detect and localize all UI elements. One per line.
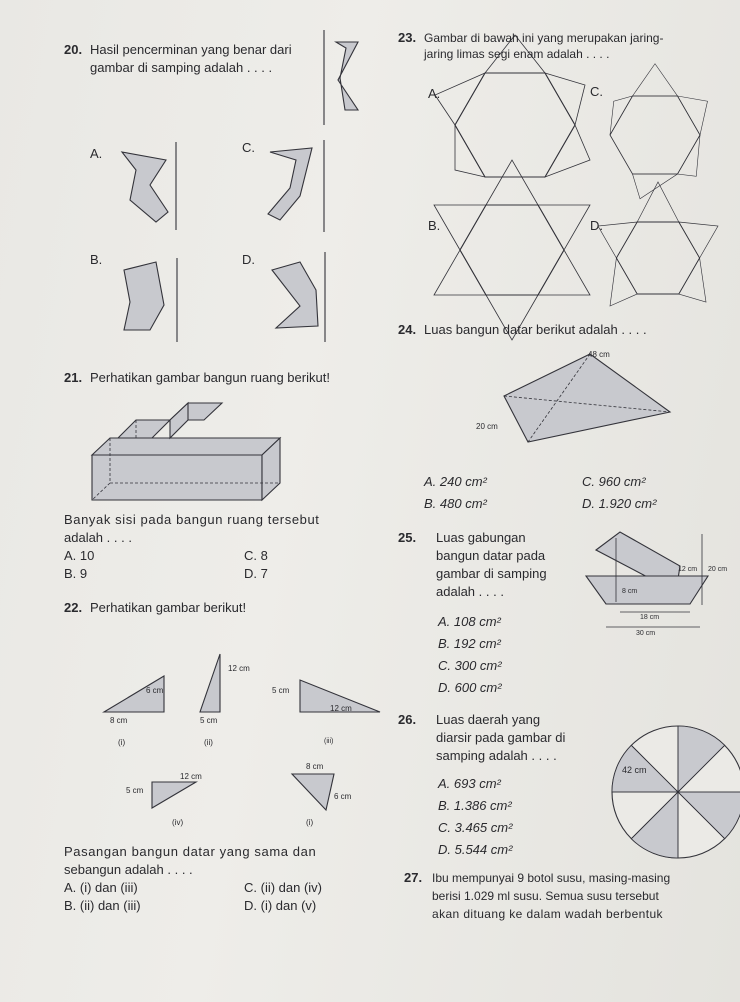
- q25-label-20: 20 cm: [708, 566, 728, 573]
- q25-line1: Luas gabungan: [436, 530, 526, 545]
- q25-option-a: A. 108 cm²: [438, 614, 501, 629]
- q23-option-b-label: B.: [428, 218, 441, 233]
- q23-number: 23.: [398, 30, 417, 45]
- q21-body-line2: adalah . . . .: [64, 530, 132, 545]
- q25-option-c: C. 300 cm²: [438, 658, 502, 673]
- q22-ii-base-label: 5 cm: [200, 716, 218, 725]
- q22-option-c: C. (ii) dan (iv): [244, 880, 323, 895]
- q22-prompt: Perhatikan gambar berikut!: [90, 600, 247, 615]
- q23-net-d: [598, 182, 718, 306]
- q26-option-b: B. 1.386 cm²: [438, 798, 512, 813]
- q24-number: 24.: [398, 322, 417, 337]
- q26-line1: Luas daerah yang: [436, 712, 541, 727]
- q26-radius-label: 42 cm: [622, 765, 647, 775]
- q26-option-d: D. 5.544 cm²: [438, 842, 513, 857]
- q26-line2: diarsir pada gambar di: [436, 730, 566, 745]
- q27-number: 27.: [404, 870, 423, 885]
- q22-iii-tag: (iii): [324, 738, 334, 745]
- q22-number: 22.: [64, 600, 83, 615]
- q25-label-30: 30 cm: [636, 630, 656, 637]
- q21-body-line1: Banyak sisi pada bangun ruang tersebut: [64, 512, 320, 527]
- q26-circle-figure: [612, 726, 740, 858]
- q22-option-b: B. (ii) dan (iii): [64, 898, 141, 913]
- q23-option-d-label: D.: [590, 218, 603, 233]
- q20-option-d-label: D.: [242, 252, 255, 267]
- q22-ii-side-label: 12 cm: [228, 664, 250, 673]
- q23-option-a-label: A.: [428, 86, 441, 101]
- q22-ii-tag: (ii): [204, 738, 213, 747]
- q22-option-a: A. (i) dan (iii): [64, 880, 138, 895]
- q20-option-b-figure: [124, 258, 177, 342]
- q26-option-c: C. 3.465 cm²: [438, 820, 513, 835]
- q22-i-side-label: 6 cm: [146, 686, 164, 695]
- q22-body-line1: Pasangan bangun datar yang sama dan: [64, 844, 317, 859]
- q24-option-b: B. 480 cm²: [424, 496, 487, 511]
- q25-label-12: 12 cm: [678, 566, 698, 573]
- q25-composite-figure: [586, 532, 708, 627]
- q22-iv-side-label: 5 cm: [126, 786, 144, 795]
- q24-kite-figure: [504, 354, 670, 442]
- q22-figures: [104, 654, 380, 810]
- q23-prompt-line2: jaring limas segi enam adalah . . . .: [424, 47, 610, 61]
- q25-line2: bangun datar pada: [436, 548, 546, 563]
- q20-option-b-label: B.: [90, 252, 103, 267]
- q23-net-c: [610, 64, 708, 199]
- q21-option-a: A. 10: [64, 548, 95, 563]
- q20-figure: [324, 30, 358, 125]
- q21-number: 21.: [64, 370, 83, 385]
- q21-option-d: D. 7: [244, 566, 268, 581]
- q24-option-a: A. 240 cm²: [424, 474, 487, 489]
- q25-number: 25.: [398, 530, 417, 545]
- q20-prompt-line2: gambar di samping adalah . . . .: [90, 60, 273, 75]
- q26-option-a: A. 693 cm²: [438, 776, 501, 791]
- q20-option-c-label: C.: [242, 140, 255, 155]
- q25-line3: gambar di samping: [436, 566, 547, 581]
- q24-label-20: 20 cm: [476, 422, 498, 431]
- q24-label-48: 48 cm: [588, 350, 610, 359]
- q26-number: 26.: [398, 712, 417, 727]
- q27-line1: Ibu mempunyai 9 botol susu, masing-masing: [432, 871, 671, 885]
- q20-option-c-figure: [268, 140, 324, 232]
- q24-prompt: Luas bangun datar berikut adalah . . . .: [424, 322, 647, 337]
- q21-prompt: Perhatikan gambar bangun ruang berikut!: [90, 370, 330, 385]
- q25-option-b: B. 192 cm²: [438, 636, 501, 651]
- q21-option-b: B. 9: [64, 566, 88, 581]
- q24-option-d: D. 1.920 cm²: [582, 496, 657, 511]
- q25-label-8: 8 cm: [622, 588, 638, 595]
- q22-i-tag: (i): [118, 738, 126, 747]
- q26-line3: samping adalah . . . .: [436, 748, 557, 763]
- q20-option-a-figure: [122, 142, 176, 230]
- q22-v-tag: (i): [306, 818, 314, 827]
- q23-net-b: [434, 160, 590, 340]
- q25-label-18: 18 cm: [640, 614, 660, 621]
- q20-option-d-figure: [272, 252, 325, 342]
- q21-solid-figure: [92, 403, 280, 500]
- q22-v-side-label: 6 cm: [334, 792, 352, 801]
- q20-prompt-line1: Hasil pencerminan yang benar dari: [90, 42, 292, 57]
- q22-iv-top-label: 12 cm: [180, 772, 202, 781]
- q20-option-a-label: A.: [90, 146, 103, 161]
- q27-line2: berisi 1.029 ml susu. Semua susu tersebut: [432, 889, 659, 903]
- q22-iii-side-label: 5 cm: [272, 686, 290, 695]
- q25-option-d: D. 600 cm²: [438, 680, 502, 695]
- q22-option-d: D. (i) dan (v): [244, 898, 317, 913]
- q23-option-c-label: C.: [590, 84, 603, 99]
- q22-body-line2: sebangun adalah . . . .: [64, 862, 193, 877]
- q27-line3: akan dituang ke dalam wadah berbentuk: [432, 907, 663, 921]
- q22-i-base-label: 8 cm: [110, 716, 128, 725]
- q20-number: 20.: [64, 42, 83, 57]
- q25-line4: adalah . . . .: [436, 584, 504, 599]
- q23-prompt-line1: Gambar di bawah ini yang merupakan jaring-: [424, 31, 664, 45]
- q21-option-c: C. 8: [244, 548, 268, 563]
- q24-option-c: C. 960 cm²: [582, 474, 646, 489]
- q22-iii-base-label: 12 cm: [330, 704, 352, 713]
- q22-v-top-label: 8 cm: [306, 762, 324, 771]
- q22-iv-tag: (iv): [172, 818, 184, 827]
